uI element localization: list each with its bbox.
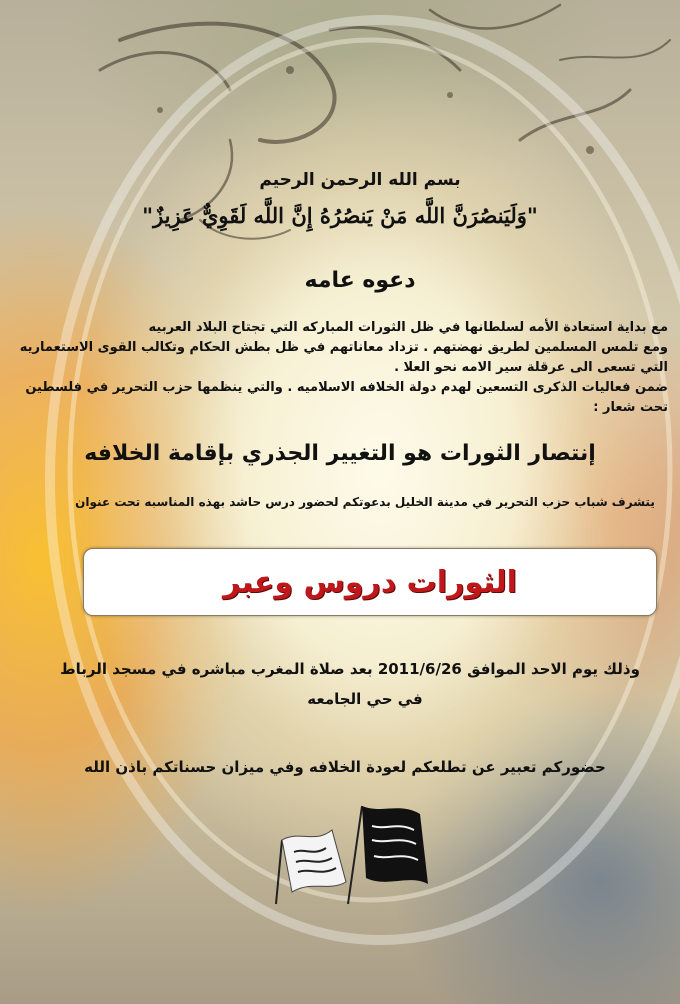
place-line: في حي الجامعه xyxy=(307,690,423,708)
lecture-title-box xyxy=(83,548,657,616)
body-line: تحت شعار : xyxy=(593,400,668,415)
closing-text: حضوركم تعبير عن تطلعكم لعودة الخلافه وفي ميزان حسناتكم باذن الله xyxy=(84,758,606,776)
intro-paragraph xyxy=(10,318,668,418)
date-line: وذلك يوم الاحد الموافق 2011/6/26 بعد صلاة المغرب مباشره في مسجد الرباط xyxy=(60,660,640,678)
white-flag-icon xyxy=(276,830,346,904)
quran-verse: "وَلَيَنصُرَنَّ اللَّه مَنْ يَنصُرُهُ إِنَّ اللَّه لَقَوِيٌّ عَزِيزٌ" xyxy=(142,203,538,228)
lecture-title: الثورات دروس وعبر xyxy=(223,564,517,600)
body-line: مع بداية استعادة الأمه لسلطانها في ظل الثورات المباركه التي تجتاح البلاد العربيه xyxy=(148,320,668,335)
body-line: ومع تلمس المسلمين لطريق نهضتهم . تزداد معاناتهم في ظل بطش الحكام وتكالب القوى الاستعماريه xyxy=(19,340,668,355)
body-line: التي تسعى الى عرقلة سير الامه نحو العلا . xyxy=(394,360,668,375)
slogan: إنتصار الثورات هو التغيير الجذري بإقامة الخلافه xyxy=(84,441,596,466)
invitation-text: يتشرف شباب حزب التحرير في مدينة الخليل بدعوتكم لحضور درس حاشد بهذه المناسبه تحت عنوان xyxy=(75,495,655,509)
page-heading: دعوه عامه xyxy=(304,268,416,293)
basmala: بسم الله الرحمن الرحيم xyxy=(259,170,461,190)
black-flag-icon xyxy=(348,806,428,904)
flags-illustration xyxy=(270,800,440,905)
body-line: ضمن فعاليات الذكرى التسعين لهدم دولة الخلافه الاسلاميه . والتي ينظمها حزب التحرير في فلسطين xyxy=(25,380,668,395)
